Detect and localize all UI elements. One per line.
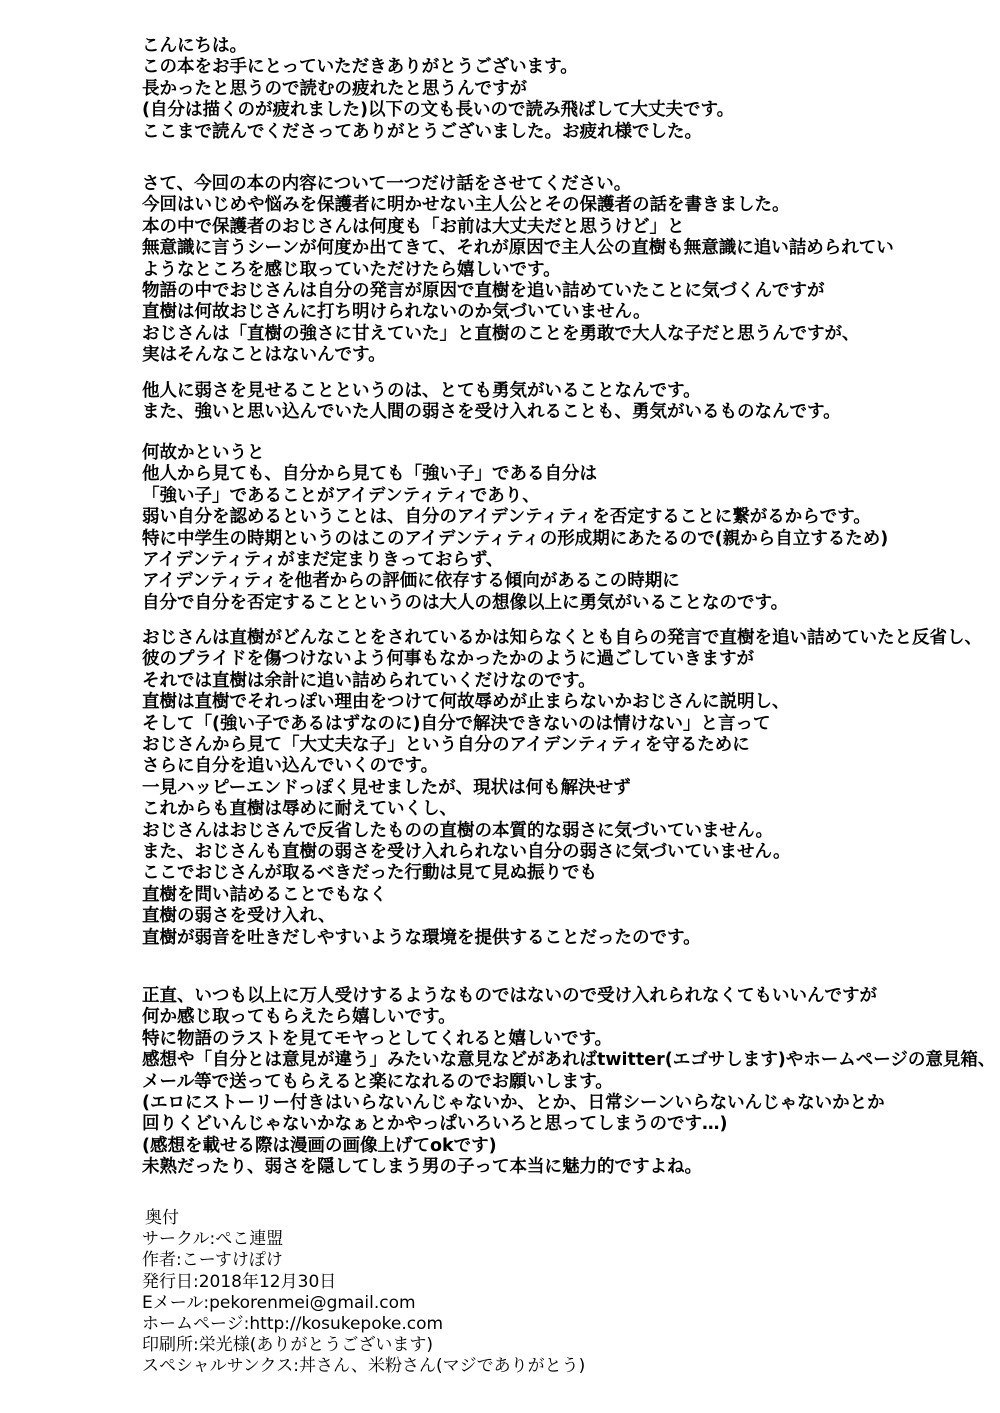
text-line: 無意識に言うシーンが何度か出てきて、それが原因で主人公の直樹も無意識に追い詰められてい [142,238,894,259]
colophon-special-thanks: スペシャルサンクス:丼さん、米粉さん(マジでありがとう) [142,1356,586,1377]
colophon-circle: サークル:ぺこ連盟 [142,1229,284,1250]
colophon-printer: 印刷所:栄光様(ありがとうございます) [142,1335,433,1356]
colophon [142,1208,585,1378]
text-line: 彼のプライドを傷つけないよう何事もなかったかのように過ごしていきますが [142,649,754,670]
text-line: 物語の中でおじさんは自分の発言が原因で直樹を追い詰めていたことに気づくんですが [142,281,825,302]
text-line: 一見ハッピーエンドっぽく見せましたが、現状は何も解決せず [142,777,631,798]
text-line: こんにちは。 [142,36,247,56]
text-line: 直樹の弱さを受け入れ、 [142,906,336,927]
text-line: そして「(強い子であるはずなのに)自分で解決できないのは情けない」と言って [142,713,771,734]
text-line: (自分は描くのが疲れました)以下の文も長いので読み飛ばして大丈夫です。 [142,100,735,121]
text-line: 直樹は直樹でそれっぽい理由をつけて何故辱めが止まらないかおじさんに説明し、 [142,692,790,713]
text-line: それでは直樹は余計に追い詰められていくだけなのです。 [142,670,596,691]
text-line: 他人から見ても、自分から見ても「強い子」である自分は [142,464,597,485]
text-line: 「強い子」であることがアイデンティティであり、 [142,485,540,506]
text-line: この本をお手にとっていただきありがとうございます。 [142,57,578,78]
text-line: 直樹は何故おじさんに打ち明けられないのか気づいていません。 [142,302,651,323]
text-line: アイデンティティがまだ定まりきっておらず、 [142,550,504,571]
colophon-author: 作者:こーすけぽけ [142,1250,283,1271]
text-line: 自分で自分を否定することというのは大人の想像以上に勇気がいることなのです。 [142,592,789,613]
text-line: メール等で送ってもらえると楽になれるのでお願いします。 [142,1071,613,1092]
paragraph-story-analysis [142,628,982,949]
text-line: また、強いと思い込んでいた人間の弱さを受け入れることも、勇気がいるものなんです。 [142,402,841,423]
text-line: ようなところを感じ取っていただけたら嬉しいです。 [142,259,561,280]
paragraph-book-content [142,174,894,367]
text-line: 弱い自分を認めるということは、自分のアイデンティティを否定することに繋がるからです。 [142,507,871,528]
text-line: (感想を載せる際は漫画の画像上げてokです) [142,1135,497,1156]
paragraph-greeting [142,36,734,143]
text-line: 長かったと思うので読むの疲れたと思うんですが [142,78,527,99]
text-line: 他人に弱さを見せることというのは、とても勇気がいることなんです。 [142,381,701,401]
text-line: 今回はいじめや悩みを保護者に明かせない主人公とその保護者の話を書きました。 [142,195,790,216]
text-line: 実はそんなことはないんです。 [142,345,386,366]
paragraph-courage [142,381,841,424]
text-line: おじさんから見て「大丈夫な子」という自分のアイデンティティを守るために [142,735,750,756]
text-line: 何か感じ取ってもらえたら嬉しいです。 [142,1007,456,1028]
text-line: 特に中学生の時期というのはこのアイデンティティの形成期にあたるので(親から自立するため) [142,528,889,549]
text-line: 回りくどいんじゃないかなぁとかやっぱいろいろと思ってしまうのです…) [142,1114,728,1135]
text-line: (エロにストーリー付きはいらないんじゃないか、とか、日常シーンいらないんじゃないかとか [142,1093,885,1114]
text-line: 何故かというと [142,443,265,463]
text-line: ここまで読んでくださってありがとうございました。お疲れ様でした。 [142,121,702,142]
text-line: ここでおじさんが取るべきだった行動は見て見ぬ振りでも [142,863,597,884]
text-line: 直樹が弱音を吐きだしやすいような環境を提供することだったのです。 [142,927,701,948]
text-line: おじさんは直樹がどんなことをされているかは知らなくとも自らの発言で直樹を追い詰めていたと反省し、 [142,628,982,648]
text-line: おじさんはおじさんで反省したものの直樹の本質的な弱さに気づいていません。 [142,820,774,841]
text-line: 直樹を問い詰めることでもなく [142,884,387,905]
text-line: これからも直樹は辱めに耐えていくし、 [142,799,457,820]
text-line: 特に物語のラストを見てモヤっとしてくれると嬉しいです。 [142,1028,613,1049]
text-line: さらに自分を追い込んでいくのです。 [142,756,439,777]
colophon-email: Eメール:pekorenmei@gmail.com [142,1292,416,1313]
text-line: 未熟だったり、弱さを隠してしまう男の子って本当に魅力的ですよね。 [142,1157,702,1178]
colophon-homepage: ホームページ:http://kosukepoke.com [142,1314,444,1335]
text-line: また、おじさんも直樹の弱さを受け入れられない自分の弱さに気づいていません。 [142,842,791,863]
colophon-date: 発行日:2018年12月30日 [142,1271,337,1292]
colophon-title: 奥付 [145,1208,179,1228]
paragraph-identity [142,443,888,614]
text-line: 本の中で保護者のおじさんは何度も「お前は大丈夫だと思うけど」と [142,216,685,237]
text-line: 感想や「自分とは意見が違う」みたいな意見などがあればtwitter(エゴサします)やホームページの意見箱、 [142,1050,996,1071]
paragraph-feedback [142,986,995,1179]
text-line: アイデンティティを他者からの評価に依存する傾向があるこの時期に [142,571,680,592]
text-line: おじさんは「直樹の強さに甘えていた」と直樹のことを勇敢で大人な子だと思うんですが、 [142,323,860,344]
text-line: 正直、いつも以上に万人受けするようなものではないので受け入れられなくてもいいんですが [142,986,877,1006]
text-line: さて、今回の本の内容について一つだけ話をさせてください。 [142,174,632,194]
